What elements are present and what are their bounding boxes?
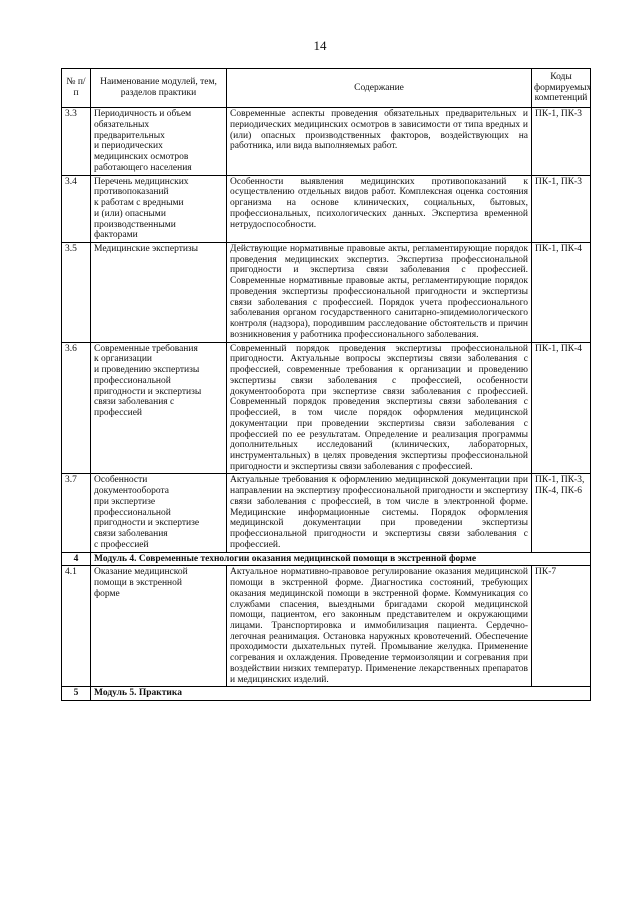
- module-title: Модуль 4. Современные технологии оказания медицинской помощи в экстренной форме: [91, 552, 591, 566]
- row-codes: ПК-1, ПК-4: [532, 342, 591, 474]
- row-content: Современные аспекты проведения обязательных предварительных и периодических медицинских осмотров в зависимости от типа вредных и (или) опасных производственных факторов, воздействующих на работника, или вида выполняемых работ.: [227, 108, 532, 175]
- header-name: Наименование модулей, тем, разделов практики: [91, 69, 227, 108]
- topic-line: с профессией: [94, 539, 149, 550]
- header-codes: Коды формируемых компетенций: [532, 69, 591, 108]
- table-row: [62, 175, 591, 242]
- row-topic: [91, 566, 227, 687]
- table-row: [62, 474, 591, 552]
- row-number: 4.1: [62, 566, 91, 687]
- row-codes: ПК-1, ПК-4: [532, 243, 591, 343]
- topic-line: и (или) опасными: [94, 208, 166, 219]
- table-row: [62, 342, 591, 474]
- row-content: Современный порядок проведения экспертизы профессиональной пригодности. Актуальные вопросы экспертизы связи заболевания с профессией, современные требования к организации и проведению экспертизы связи заболевания с профессией, особенности документооборота при экспертизе связи заболевания с профессией. Современный порядок проведения экспертизы связи заболевания с профессией, в том числе порядок оформления медицинской документации при проведении экспертизы связи заболевания с профессией по ее результатам. Определение и реализация программы дополнительных исследований (клинических, лабораторных, инструментальных) в целях проведения экспертизы профессиональной пригодности и экспертизы связи заболевания с профессией.: [227, 342, 532, 474]
- row-number: 3.5: [62, 243, 91, 343]
- topic-line: предварительных: [94, 130, 165, 141]
- topic-line: форме: [94, 588, 120, 599]
- topic-line: к работам с вредными: [94, 198, 184, 209]
- topic-line: медицинских осмотров: [94, 152, 189, 163]
- topic-line: Медицинские экспертизы: [94, 244, 199, 255]
- row-number: 3.3: [62, 108, 91, 175]
- row-topic: [91, 474, 227, 552]
- topic-line: Особенности: [94, 475, 148, 486]
- row-topic: [91, 243, 227, 343]
- table-body: [62, 108, 591, 701]
- topic-line: связи заболевания с: [94, 397, 175, 408]
- table-row: [62, 243, 591, 343]
- row-content: Действующие нормативные правовые акты, регламентирующие порядок проведения медицинских экспертиз. Экспертиза профессиональной пригодности и экспертиза связи заболевания с профессией. Современные нормативные правовые акты, регламентирующие порядок проведения экспертизы профессиональной пригодности и экспертизы связи заболевания с профессией. Порядок учета профессионального заболевания органом государственного санитарно-эпидемиологического контроля (надзора), породившим расследование обстоятельств и причин возникновения у работника профессионального заболевания.: [227, 243, 532, 343]
- topic-line: производственными: [94, 219, 176, 230]
- row-topic: [91, 175, 227, 242]
- module-title: Модуль 5. Практика: [91, 687, 591, 701]
- row-number: 3.4: [62, 175, 91, 242]
- topic-line: работающего населения: [94, 162, 192, 173]
- header-num: № п/п: [62, 69, 91, 108]
- page-number: 14: [313, 38, 327, 53]
- row-number: 3.7: [62, 474, 91, 552]
- topic-line: профессиональной: [94, 375, 171, 386]
- topic-line: профессиональной: [94, 507, 171, 518]
- table-row: [62, 566, 591, 687]
- topic-line: факторами: [94, 230, 138, 241]
- table-row: [62, 108, 591, 175]
- topic-line: и периодических: [94, 141, 163, 152]
- module-number: 4: [62, 552, 91, 566]
- row-content: Актуальное нормативно-правовое регулирование оказания медицинской помощи в экстренной форме. Диагностика состояний, требующих оказания медицинской помощи в экстренной форме. Коммуникация со службами спасения, выездными бригадами скорой медицинской помощи, пациентом, его законным представителем и окружающими лицами. Транспортировка и иммобилизация пациента. Сердечно-легочная реанимация. Остановка наружных кровотечений. Обеспечение проходимости дыхательных путей. Промывание желудка. Применение согревания и охлаждения. Проведение термоизоляции и согревания при воздействии низких температур. Применение лекарственных препаратов и медицинских изделий.: [227, 566, 532, 687]
- topic-line: помощи в экстренной: [94, 578, 182, 589]
- topic-line: противопоказаний: [94, 187, 169, 198]
- topic-line: и проведению экспертизы: [94, 365, 200, 376]
- topic-line: Современные требования: [94, 343, 198, 354]
- row-codes: ПК-7: [532, 566, 591, 687]
- module-row: [62, 552, 591, 566]
- topic-line: Оказание медицинской: [94, 567, 188, 578]
- row-codes: ПК-1, ПК-3: [532, 108, 591, 175]
- row-topic: [91, 342, 227, 474]
- module-row: [62, 687, 591, 701]
- topic-line: связи заболевания: [94, 529, 168, 540]
- topic-line: при экспертизе: [94, 496, 156, 507]
- row-topic: [91, 108, 227, 175]
- row-number: 3.6: [62, 342, 91, 474]
- curriculum-table: [61, 68, 591, 701]
- topic-line: обязательных: [94, 119, 150, 130]
- row-content: Особенности выявления медицинских противопоказаний к осуществлению отдельных видов работ. Комплексная оценка состояния организма на основе клинических, социальных, бытовых, профессиональных, психологических данных. Экспертиза временной нетрудоспособности.: [227, 175, 532, 242]
- topic-line: пригодности и экспертизы: [94, 386, 202, 397]
- topic-line: Периодичность и объем: [94, 109, 192, 120]
- row-codes: ПК-1, ПК-3: [532, 175, 591, 242]
- topic-line: к организации: [94, 354, 152, 365]
- row-codes: ПК-1, ПК-3, ПК-4, ПК-6: [532, 474, 591, 552]
- topic-line: Перечень медицинских: [94, 176, 189, 187]
- module-number: 5: [62, 687, 91, 701]
- topic-line: документооборота: [94, 486, 169, 497]
- topic-line: пригодности и экспертизе: [94, 518, 200, 529]
- table-header-row: [62, 69, 591, 108]
- header-content: Содержание: [227, 69, 532, 108]
- topic-line: профессией: [94, 408, 143, 419]
- row-content: Актуальные требования к оформлению медицинской документации при направлении на экспертизу профессиональной пригодности и экспертизу связи заболевания с профессией, в том числе в электронной форме. Медицинские информационные системы. Порядок оформления медицинской документации при проведении экспертизы профессиональной пригодности и экспертизы связи заболевания с профессией.: [227, 474, 532, 552]
